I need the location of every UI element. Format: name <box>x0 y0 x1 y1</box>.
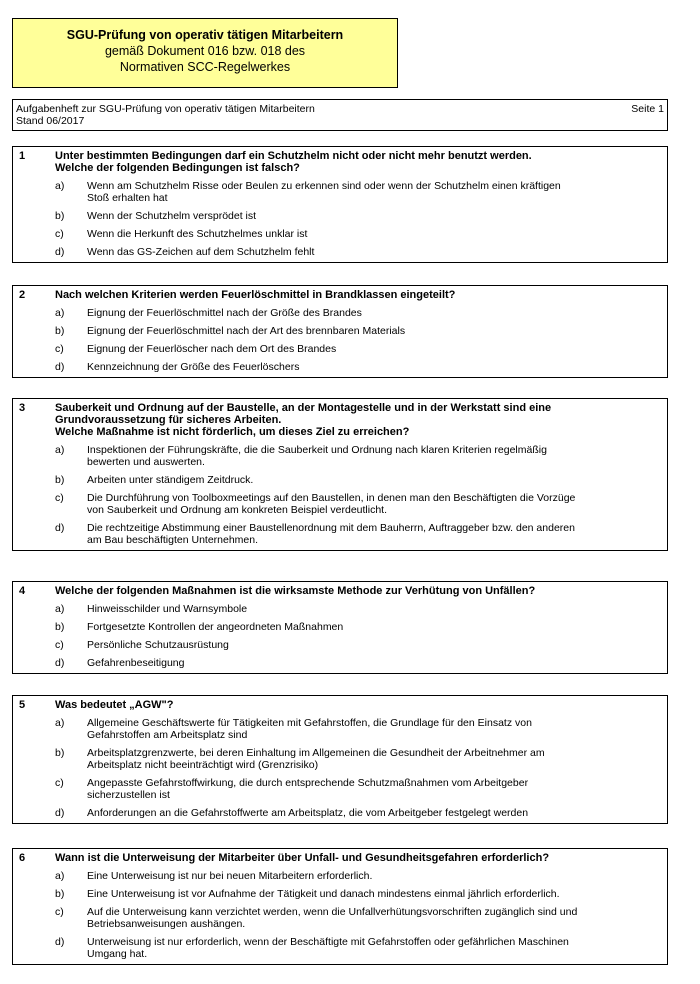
answer-list <box>17 717 663 819</box>
answer-letter: c) <box>55 228 64 240</box>
question-box <box>12 581 668 674</box>
question-text-line: Welche der folgenden Maßnahmen ist die wirksamste Methode zur Verhütung von Unfällen? <box>55 585 536 597</box>
answer-letter: a) <box>55 870 65 882</box>
answer-text-line: Fortgesetzte Kontrollen der angeordneten Maßnahmen <box>87 621 344 633</box>
answer-text-line: Wenn der Schutzhelm versprödet ist <box>87 210 257 222</box>
question-header <box>17 289 663 301</box>
answer-option <box>17 210 663 222</box>
answer-text-line: Anforderungen an die Gefahrstoffwerte am Arbeitsplatz, die vom Arbeitgeber festgelegt werden <box>87 807 529 819</box>
answer-option <box>17 180 663 204</box>
answer-option <box>17 657 663 669</box>
answer-option <box>17 361 663 373</box>
document-title-box <box>12 18 398 88</box>
page-header <box>12 99 668 131</box>
answer-text-line: Eine Unterweisung ist vor Aufnahme der Tätigkeit und danach mindestens einmal jährlich erforderlich. <box>87 888 560 900</box>
question-text-line: Was bedeutet „AGW"? <box>55 699 174 711</box>
document-title-line-1: SGU-Prüfung von operativ tätigen Mitarbeitern <box>66 28 344 42</box>
answer-option <box>17 228 663 240</box>
question-text-line: Welche der folgenden Bedingungen ist falsch? <box>55 162 300 174</box>
question-number: 5 <box>19 699 26 711</box>
answer-option <box>17 246 663 258</box>
answer-letter: b) <box>55 888 65 900</box>
question-number: 4 <box>19 585 26 597</box>
header-booklet-title: Aufgabenheft zur SGU-Prüfung von operativ tätigen Mitarbeitern <box>16 103 315 115</box>
answer-letter: c) <box>55 343 64 355</box>
answer-text-line: Stoß erhalten hat <box>87 192 168 204</box>
answer-text-line: Die Durchführung von Toolboxmeetings auf den Baustellen, in denen man den Beschäftigten die Vorzüge <box>87 492 576 504</box>
answer-option <box>17 474 663 486</box>
answer-list <box>17 180 663 258</box>
answer-text-line: Arbeitsplatzgrenzwerte, bei deren Einhaltung im Allgemeinen die Gesundheit der Arbeitnehmer am <box>87 747 545 759</box>
answer-text-line: Allgemeine Geschäftswerte für Tätigkeiten mit Gefahrstoffen, die Grundlage für den Einsatz von <box>87 717 532 729</box>
answer-letter: d) <box>55 246 65 258</box>
question-header <box>17 402 663 438</box>
answer-option <box>17 492 663 516</box>
question-number: 2 <box>19 289 26 301</box>
question-number: 6 <box>19 852 26 864</box>
answer-text-line: sicherzustellen ist <box>87 789 170 801</box>
answer-text-line: Wenn das GS-Zeichen auf dem Schutzhelm fehlt <box>87 246 315 258</box>
answer-text-line: Persönliche Schutzausrüstung <box>87 639 229 651</box>
answer-text-line: Gefahrenbeseitigung <box>87 657 185 669</box>
answer-option <box>17 888 663 900</box>
answer-letter: d) <box>55 657 65 669</box>
question-header <box>17 852 663 864</box>
question-header <box>17 150 663 174</box>
question-text-line: Wann ist die Unterweisung der Mitarbeiter über Unfall- und Gesundheitsgefahren erforderlich? <box>55 852 550 864</box>
answer-list <box>17 603 663 669</box>
answer-letter: a) <box>55 180 65 192</box>
question-text-line: Welche Maßnahme ist nicht förderlich, um dieses Ziel zu erreichen? <box>55 426 410 438</box>
answer-letter: a) <box>55 717 65 729</box>
answer-text-line: Hinweisschilder und Warnsymbole <box>87 603 248 615</box>
question-number: 1 <box>19 150 26 162</box>
answer-text-line: Wenn am Schutzhelm Risse oder Beulen zu erkennen sind oder wenn der Schutzhelm einen kräftigen <box>87 180 561 192</box>
question-box <box>12 285 668 378</box>
question-text-line: Sauberkeit und Ordnung auf der Baustelle, an der Montagestelle und in der Werkstatt sind eine <box>55 402 552 414</box>
answer-letter: b) <box>55 621 65 633</box>
answer-option <box>17 307 663 319</box>
answer-letter: d) <box>55 807 65 819</box>
question-number: 3 <box>19 402 26 414</box>
answer-list <box>17 444 663 546</box>
answer-option <box>17 603 663 615</box>
answer-text-line: Angepasste Gefahrstoffwirkung, die durch entsprechende Schutzmaßnahmen vom Arbeitgeber <box>87 777 529 789</box>
answer-list <box>17 870 663 960</box>
question-box <box>12 398 668 551</box>
answer-letter: d) <box>55 936 65 948</box>
answer-text-line: Arbeitsplatz nicht beeinträchtigt wird (Grenzrisiko) <box>87 759 319 771</box>
answer-option <box>17 747 663 771</box>
answer-option <box>17 717 663 741</box>
answer-text-line: Kennzeichnung der Größe des Feuerlöschers <box>87 361 300 373</box>
answer-text-line: bewerten und auswerten. <box>87 456 205 468</box>
question-header <box>17 585 663 597</box>
question-header <box>17 699 663 711</box>
answer-text-line: Auf die Unterweisung kann verzichtet werden, wenn die Unfallverhütungsvorschriften zugänglich sind und <box>87 906 578 918</box>
answer-letter: c) <box>55 639 64 651</box>
document-title-line-3: Normativen SCC-Regelwerkes <box>119 60 291 74</box>
answer-text-line: Arbeiten unter ständigem Zeitdruck. <box>87 474 254 486</box>
answer-option <box>17 639 663 651</box>
answer-letter: d) <box>55 361 65 373</box>
question-text-line: Nach welchen Kriterien werden Feuerlöschmittel in Brandklassen eingeteilt? <box>55 289 456 301</box>
answer-option <box>17 807 663 819</box>
question-text-line: Grundvoraussetzung für sicheres Arbeiten. <box>55 414 282 426</box>
answer-option <box>17 936 663 960</box>
answer-text-line: Gefahrstoffen am Arbeitsplatz sind <box>87 729 248 741</box>
page-number: Seite 1 <box>631 103 664 115</box>
question-box <box>12 848 668 965</box>
answer-text-line: Eine Unterweisung ist nur bei neuen Mitarbeitern erforderlich. <box>87 870 373 882</box>
answer-text-line: Betriebsanweisungen aushängen. <box>87 918 246 930</box>
header-version-date: Stand 06/2017 <box>16 115 85 127</box>
answer-option <box>17 621 663 633</box>
answer-letter: b) <box>55 210 65 222</box>
answer-letter: c) <box>55 492 64 504</box>
answer-letter: a) <box>55 307 65 319</box>
answer-letter: a) <box>55 603 65 615</box>
answer-letter: a) <box>55 444 65 456</box>
answer-option <box>17 343 663 355</box>
answer-letter: b) <box>55 474 65 486</box>
answer-text-line: am Bau beschäftigten Unternehmen. <box>87 534 259 546</box>
answer-text-line: Unterweisung ist nur erforderlich, wenn der Beschäftigte mit Gefahrstoffen oder gefährlichen Maschinen <box>87 936 569 948</box>
answer-letter: c) <box>55 777 64 789</box>
answer-text-line: Eignung der Feuerlöschmittel nach der Art des brennbaren Materials <box>87 325 406 337</box>
answer-option <box>17 444 663 468</box>
answer-text-line: Wenn die Herkunft des Schutzhelmes unklar ist <box>87 228 308 240</box>
answer-option <box>17 522 663 546</box>
answer-letter: b) <box>55 325 65 337</box>
answer-letter: d) <box>55 522 65 534</box>
answer-text-line: Umgang hat. <box>87 948 148 960</box>
answer-letter: c) <box>55 906 64 918</box>
answer-list <box>17 307 663 373</box>
document-title-line-2: gemäß Dokument 016 bzw. 018 des <box>104 44 306 58</box>
answer-text-line: Inspektionen der Führungskräfte, die die Sauberkeit und Ordnung nach klaren Kriterien regelmäßig <box>87 444 547 456</box>
answer-text-line: von Sauberkeit und Ordnung am konkreten Beispiel verdeutlicht. <box>87 504 388 516</box>
answer-letter: b) <box>55 747 65 759</box>
question-box <box>12 146 668 263</box>
answer-option <box>17 325 663 337</box>
question-box <box>12 695 668 824</box>
answer-text-line: Die rechtzeitige Abstimmung einer Baustellenordnung mit dem Bauherrn, Auftraggeber bzw. den anderen <box>87 522 575 534</box>
answer-option <box>17 906 663 930</box>
question-text-line: Unter bestimmten Bedingungen darf ein Schutzhelm nicht oder nicht mehr benutzt werden. <box>55 150 532 162</box>
answer-option <box>17 870 663 882</box>
answer-text-line: Eignung der Feuerlöscher nach dem Ort des Brandes <box>87 343 337 355</box>
answer-option <box>17 777 663 801</box>
answer-text-line: Eignung der Feuerlöschmittel nach der Größe des Brandes <box>87 307 362 319</box>
